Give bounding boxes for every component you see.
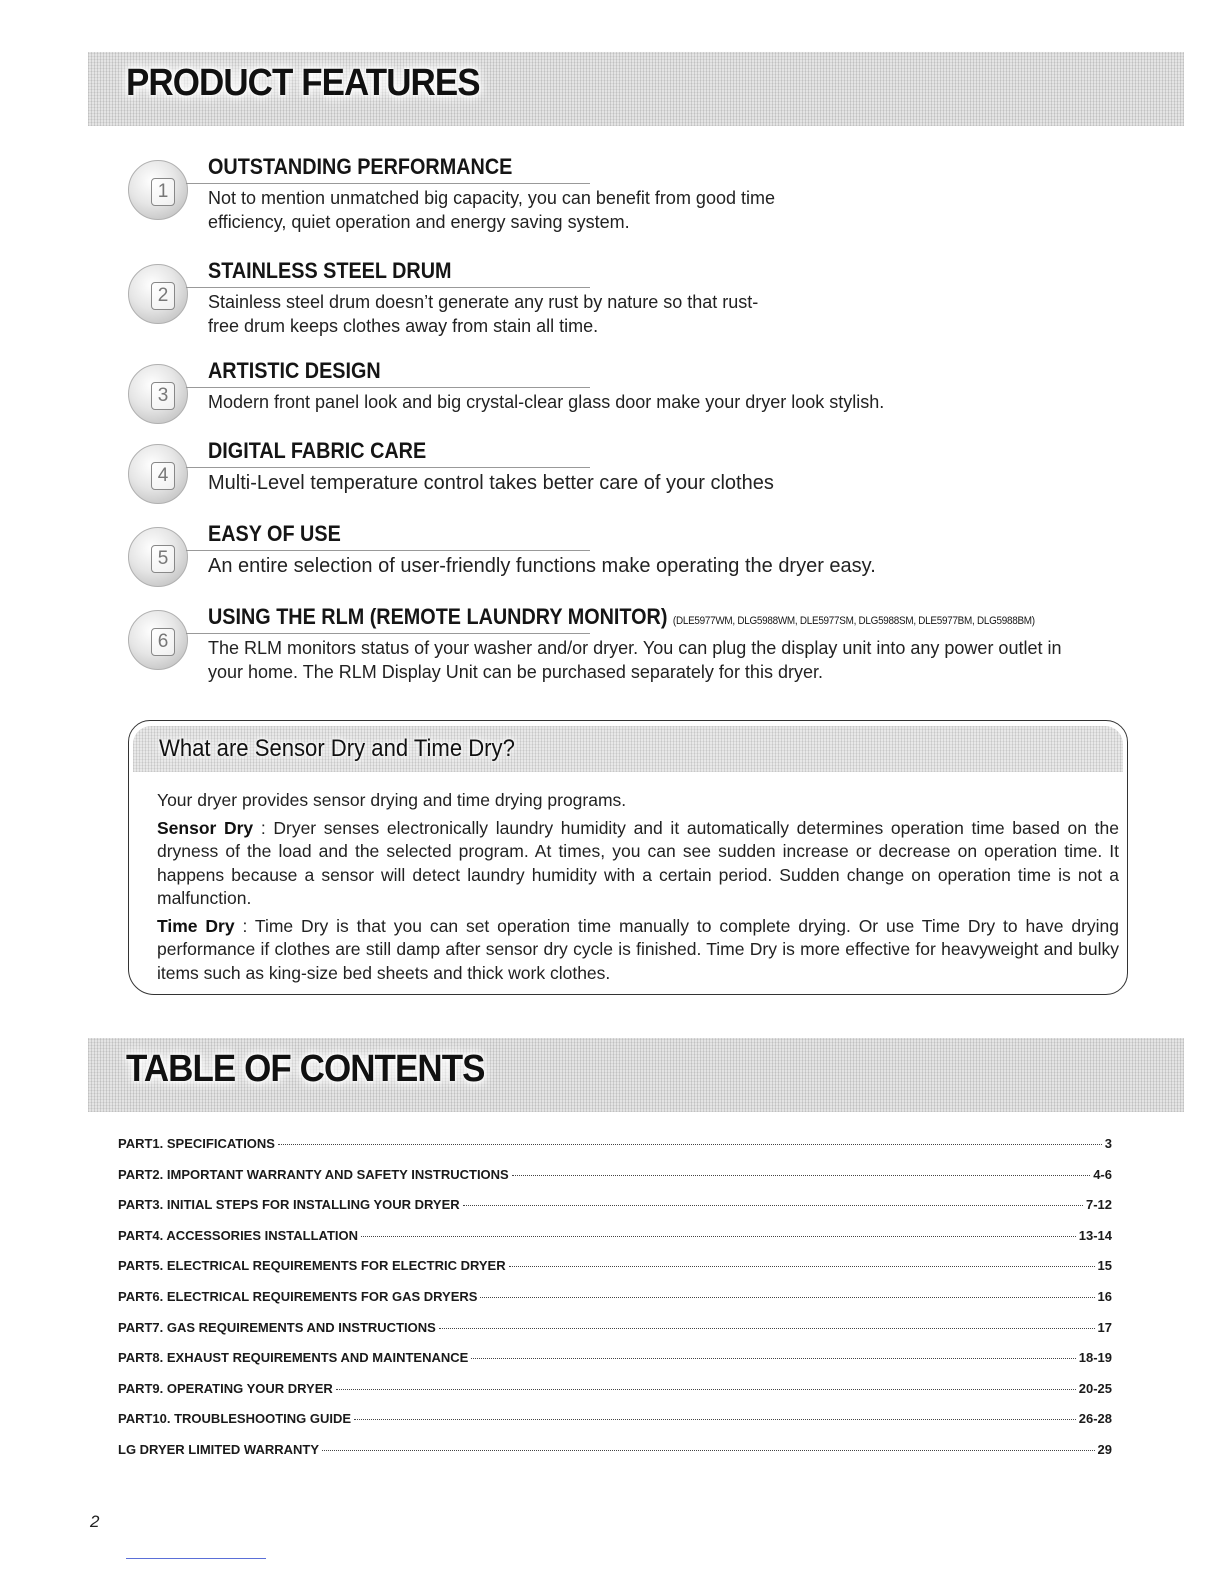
toc-entry[interactable]	[118, 1136, 1112, 1167]
number-badge-icon: 5	[128, 527, 188, 587]
feature-title: ARTISTIC DESIGN	[208, 358, 381, 383]
toc-leader-dots	[361, 1236, 1076, 1237]
toc-entry-page: 4-6	[1093, 1166, 1112, 1182]
feature-title: STAINLESS STEEL DRUM	[208, 258, 452, 283]
sensor-box-body	[157, 789, 1119, 989]
toc-entry[interactable]	[118, 1381, 1112, 1412]
toc-entry-label: PART6. ELECTRICAL REQUIREMENTS FOR GAS DRYERS	[118, 1288, 478, 1304]
feature-text: Not to mention unmatched big capacity, you can benefit from good time efficiency, quiet operation and energy saving system.	[208, 188, 775, 232]
divider	[186, 183, 590, 184]
toc-entry[interactable]	[118, 1350, 1112, 1381]
number-badge-icon: 1	[128, 160, 188, 220]
toc-entry[interactable]	[118, 1289, 1112, 1320]
toc-entry-page: 13-14	[1078, 1227, 1112, 1243]
toc-entry-page: 29	[1097, 1441, 1112, 1457]
toc-entry[interactable]	[118, 1228, 1112, 1259]
toc-leader-dots	[439, 1328, 1095, 1329]
number-badge-icon: 6	[128, 610, 188, 670]
toc-entry-label: PART10. TROUBLESHOOTING GUIDE	[118, 1411, 352, 1427]
page-number: 2	[90, 1512, 100, 1531]
sensor-dry-info-box	[128, 720, 1128, 995]
toc-list	[118, 1136, 1112, 1473]
toc-leader-dots	[336, 1389, 1076, 1390]
sensor-box-title: What are Sensor Dry and Time Dry?	[159, 735, 515, 762]
toc-entry-page: 7-12	[1085, 1197, 1112, 1213]
divider	[186, 633, 590, 634]
product-features-heading: PRODUCT FEATURES	[126, 62, 480, 104]
footer-rule	[126, 1558, 266, 1559]
feature-text: Modern front panel look and big crystal-clear glass door make your dryer look stylish.	[208, 392, 885, 412]
toc-entry-page: 18-19	[1078, 1350, 1112, 1366]
toc-leader-dots	[471, 1358, 1075, 1359]
toc-leader-dots	[480, 1297, 1094, 1298]
time-dry-label: Time Dry	[157, 915, 235, 936]
toc-entry-page: 26-28	[1078, 1411, 1112, 1427]
product-features-banner	[88, 52, 1184, 126]
sensor-dry-label: Sensor Dry	[157, 817, 254, 838]
number-badge-icon: 2	[128, 264, 188, 324]
toc-entry[interactable]	[118, 1167, 1112, 1198]
toc-entry-label: PART7. GAS REQUIREMENTS AND INSTRUCTIONS	[118, 1319, 436, 1335]
toc-entry-page: 16	[1097, 1288, 1112, 1304]
number-badge-icon: 3	[128, 364, 188, 424]
toc-entry-page: 3	[1104, 1136, 1112, 1151]
divider	[186, 467, 590, 468]
toc-banner	[88, 1038, 1184, 1112]
toc-entry-page: 15	[1097, 1258, 1112, 1274]
toc-entry-page: 17	[1097, 1319, 1112, 1335]
feature-text: An entire selection of user-friendly functions make operating the dryer easy.	[208, 555, 876, 577]
toc-leader-dots	[512, 1175, 1090, 1176]
toc-entry[interactable]	[118, 1197, 1112, 1228]
toc-entry-label: PART1. SPECIFICATIONS	[118, 1136, 275, 1151]
toc-leader-dots	[322, 1450, 1095, 1451]
toc-entry-label: LG DRYER LIMITED WARRANTY	[118, 1441, 320, 1457]
model-list: (DLE5977WM, DLG5988WM, DLE5977SM, DLG5988SM, DLE5977BM, DLG5988BM)	[672, 615, 1035, 627]
toc-entry[interactable]	[118, 1320, 1112, 1351]
feature-text: Multi-Level temperature control takes better care of your clothes	[208, 472, 774, 494]
feature-title-text: USING THE RLM (REMOTE LAUNDRY MONITOR)	[208, 604, 668, 629]
toc-leader-dots	[463, 1205, 1083, 1206]
feature-title: EASY OF USE	[208, 521, 341, 546]
toc-entry-label: PART8. EXHAUST REQUIREMENTS AND MAINTENANCE	[118, 1350, 469, 1366]
toc-heading: TABLE OF CONTENTS	[126, 1048, 485, 1090]
sensor-box-header	[133, 726, 1123, 772]
time-dry-paragraph	[157, 915, 1119, 986]
toc-entry-label: PART2. IMPORTANT WARRANTY AND SAFETY INSTRUCTIONS	[118, 1166, 509, 1182]
toc-entry-page: 20-25	[1078, 1380, 1112, 1396]
toc-entry-label: PART9. OPERATING YOUR DRYER	[118, 1380, 333, 1396]
feature-title: OUTSTANDING PERFORMANCE	[208, 154, 513, 179]
sensor-dry-paragraph	[157, 817, 1119, 911]
toc-entry[interactable]	[118, 1411, 1112, 1442]
feature-title	[208, 604, 1035, 630]
divider	[186, 387, 590, 388]
toc-entry[interactable]	[118, 1258, 1112, 1289]
feature-text: Stainless steel drum doesn’t generate any rust by nature so that rust-free drum keeps clothes away from stain all time.	[208, 292, 759, 336]
toc-leader-dots	[278, 1144, 1102, 1145]
toc-entry-label: PART4. ACCESSORIES INSTALLATION	[118, 1227, 359, 1243]
sensor-dry-text: : Dryer senses electronically laundry humidity and it automatically determines operation time based on the dryness of the load and the selected program. At times, you can see sudden increase or decrease on operation time. It happens because a sensor will detect laundry humidity with a certain period. Sudden change on operation time is not a malfunction.	[157, 817, 1119, 908]
toc-entry[interactable]	[118, 1442, 1112, 1473]
toc-entry-label: PART3. INITIAL STEPS FOR INSTALLING YOUR DRYER	[118, 1197, 460, 1213]
divider	[186, 287, 590, 288]
feature-text: The RLM monitors status of your washer and/or dryer. You can plug the display unit into any power outlet in your home. The RLM Display Unit can be purchased separately for this dryer.	[208, 638, 1062, 682]
time-dry-text: : Time Dry is that you can set operation time manually to complete drying. Or use Time Dry to have drying performance if clothes are still damp after sensor dry cycle is finished. Time Dry is more effective for heavyweight and bulky items such as king-size bed sheets and thick work clothes.	[157, 915, 1120, 983]
number-badge-icon: 4	[128, 444, 188, 504]
feature-title: DIGITAL FABRIC CARE	[208, 438, 427, 463]
toc-leader-dots	[509, 1266, 1095, 1267]
sensor-intro: Your dryer provides sensor drying and time drying programs.	[157, 790, 627, 810]
divider	[186, 550, 590, 551]
toc-entry-label: PART5. ELECTRICAL REQUIREMENTS FOR ELECTRIC DRYER	[118, 1258, 506, 1274]
toc-leader-dots	[354, 1419, 1076, 1420]
